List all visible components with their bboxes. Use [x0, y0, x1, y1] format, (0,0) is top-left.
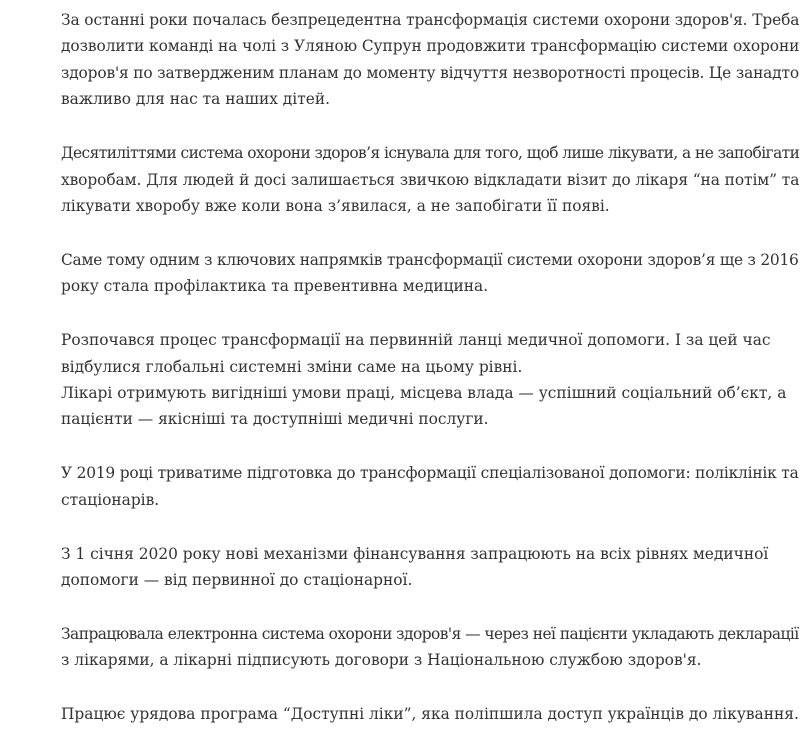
text-line: Розпочався процес трансформації на первинній ланці медичної допомоги. І за цей час: [61, 331, 771, 350]
paragraph-primary-care-reform: [61, 327, 787, 433]
paragraph-ehealth-system: [61, 621, 799, 674]
paragraph-treatment-habits: [61, 140, 800, 219]
paragraph-prevention-priority: [61, 247, 799, 300]
text-line: з лікарями, а лікарні підписують договори з Національною службою здоров'я.: [61, 651, 702, 670]
text-line: У 2019 році триватиме підготовка до трансформації спеціалізованої допомоги: поліклінік та: [61, 464, 799, 483]
text-line: важливо для нас та наших дітей.: [61, 90, 330, 109]
text-line: року стала профілактика та превентивна медицина.: [61, 277, 489, 296]
text-line: лікувати хворобу вже коли вона з’явилася, а не запобігати її появі.: [61, 196, 610, 215]
text-line: Саме тому одним з ключових напрямків трансформації системи охорони здоров’я ще з 2016: [61, 250, 799, 269]
text-line: Лікарі отримують вигідніші умови праці, місцева влада — успішний соціальний об’єкт, а: [61, 383, 787, 402]
text-line: допомоги — від первинної до стаціонарної.: [61, 571, 413, 589]
text-line: Десятиліттями система охорони здоров’я існувала для того, щоб лише лікувати, а не запобігати: [61, 144, 800, 163]
paragraph-transformation-intro: [61, 7, 800, 113]
text-line: Працює урядова програма “Доступні ліки”, яка поліпшила доступ українців до лікування.: [61, 705, 799, 724]
text-line: Запрацювала електронна система охорони здоров'я — через неї пацієнти укладають декларації: [61, 624, 799, 643]
text-line: відбулися глобальні системні зміни саме на цьому рівні.: [61, 357, 523, 376]
paragraph-specialized-care-2019: [61, 460, 799, 513]
text-line: хворобам. Для людей й досі залишається звичкою відкладати візит до лікаря “на потім” та: [61, 170, 800, 189]
paragraph-affordable-medicines: [61, 701, 799, 727]
text-line: пацієнти — якісніші та доступніші медичні послуги.: [61, 410, 489, 429]
article-body: [61, 7, 800, 755]
text-line: За останні роки почалась безпрецедентна трансформація системи охорони здоров'я. Треба: [61, 11, 800, 29]
paragraph-financing-2020: [61, 541, 781, 594]
text-line: стаціонарів.: [61, 490, 160, 509]
text-line: здоров'я по затвердженим планам до моменту відчуття незворотності процесів. Це занадто: [61, 63, 799, 82]
text-line: З 1 січня 2020 року нові механізми фінансування запрацюють на всіх рівнях медичної: [61, 544, 769, 563]
text-line: дозволити команді на чолі з Уляною Супрун продовжити трансформацію системи охорони: [61, 37, 800, 56]
